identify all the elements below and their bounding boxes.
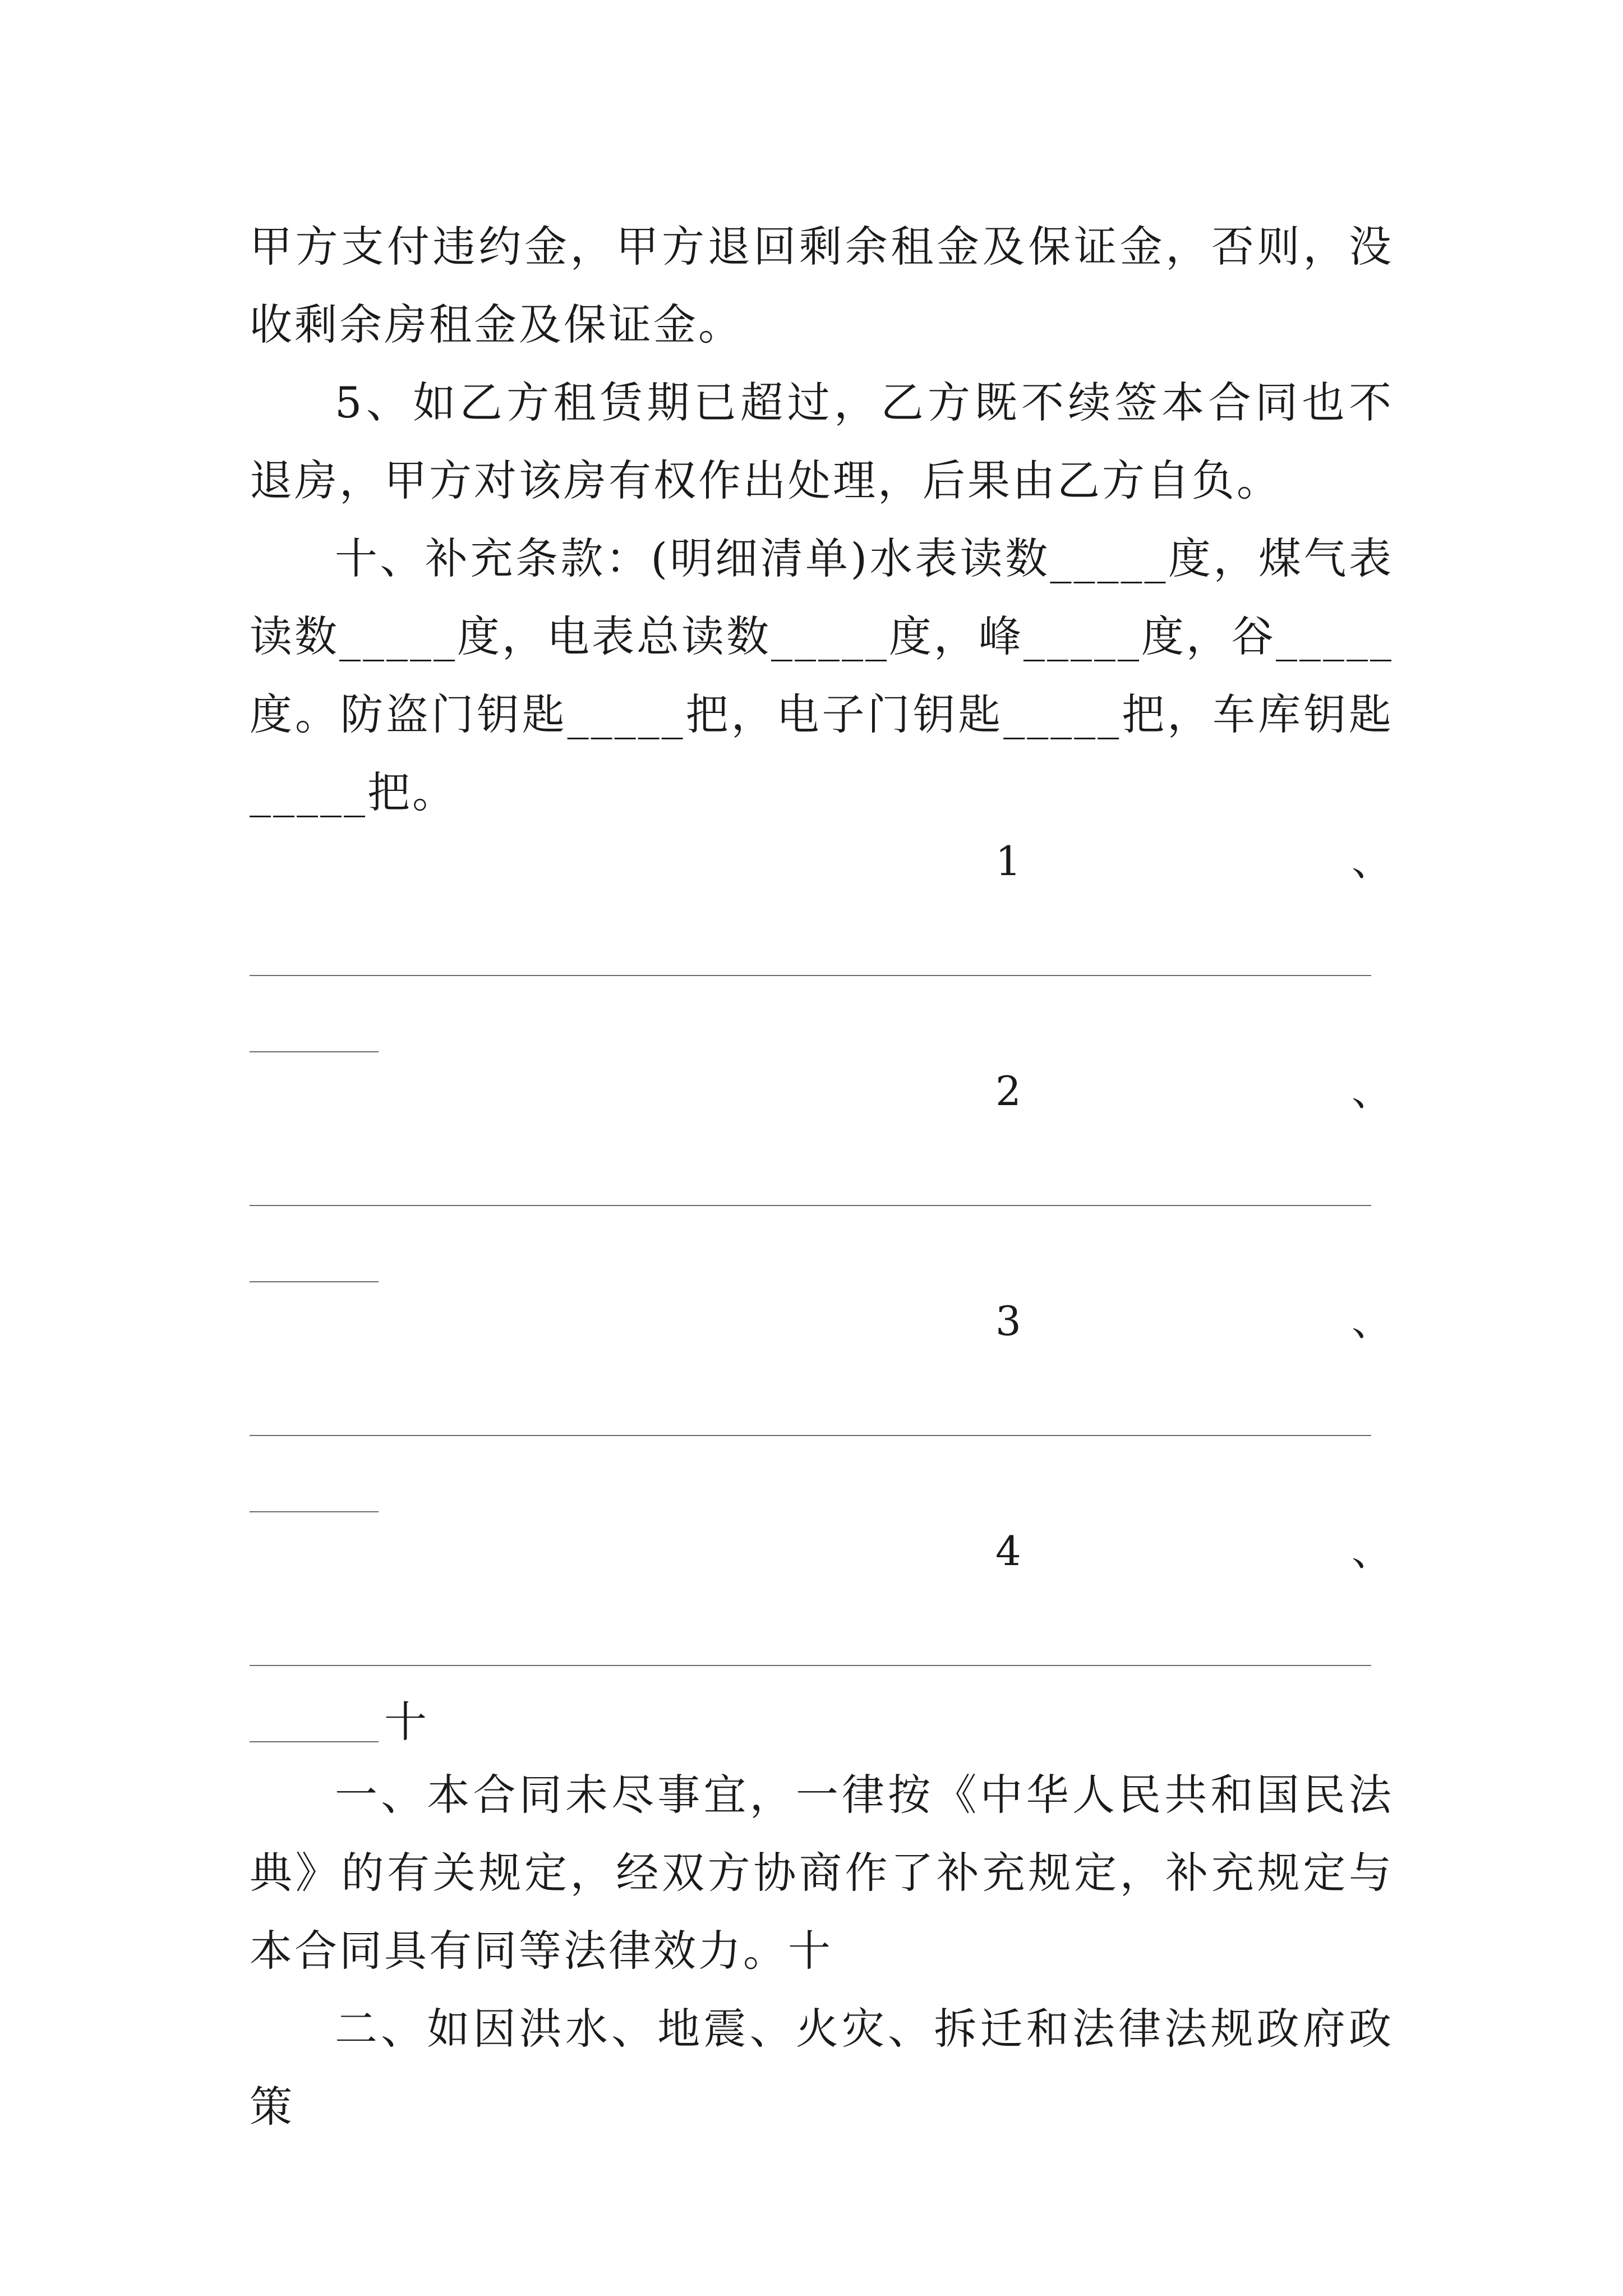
- fill-line-continuation: [250, 1051, 379, 1052]
- item-separator: 、: [1352, 1068, 1393, 1115]
- item-separator: 、: [1352, 838, 1393, 885]
- paragraph-clause-12: 二、如因洪水、地震、火灾、拆迁和法律法规政府政策: [250, 2004, 1394, 2132]
- item-separator: 、: [1352, 1527, 1393, 1575]
- fill-line: [250, 1665, 1371, 1666]
- item-number: 3: [995, 1297, 1021, 1345]
- blank-item-1: [250, 836, 1393, 1066]
- blank-item-2: [250, 1066, 1393, 1296]
- item-separator: 、: [1352, 1297, 1393, 1345]
- blank-item-3: [250, 1296, 1393, 1526]
- paragraph-clause-11: 一、本合同未尽事宜，一律按《中华人民共和国民法典》的有关规定，经双方协商作了补充规定，补充规定与本合同具有同等法律效力。十: [250, 1770, 1394, 1976]
- item-number: 1: [995, 838, 1021, 885]
- paragraph-supplementary-terms: 十、补充条款：(明细清单)水表读数_____度，煤气表读数_____度，电表总读数_____度，峰_____度，谷_____度。防盗门钥匙_____把，电子门钥匙_____把，车库钥匙_____把。: [250, 533, 1394, 817]
- fill-line-continuation: [250, 1741, 379, 1742]
- item-number: 4: [995, 1527, 1021, 1575]
- paragraph-penalty: 甲方支付违约金，甲方退回剩余租金及保证金，否则，没收剩余房租金及保证金。: [250, 222, 1394, 349]
- fill-line: [250, 975, 1371, 976]
- fill-line: [250, 1435, 1371, 1436]
- paragraph-clause-5: 5、如乙方租赁期已超过，乙方既不续签本合同也不退房，甲方对该房有权作出处理，后果由乙方自负。: [250, 378, 1394, 505]
- fill-line: [250, 1205, 1371, 1206]
- blank-item-4: [250, 1526, 1393, 1756]
- item-number: 2: [995, 1068, 1021, 1115]
- section-marker: 十: [384, 1697, 427, 1747]
- fill-line-continuation: [250, 1281, 379, 1282]
- fill-line-continuation: [250, 1511, 379, 1512]
